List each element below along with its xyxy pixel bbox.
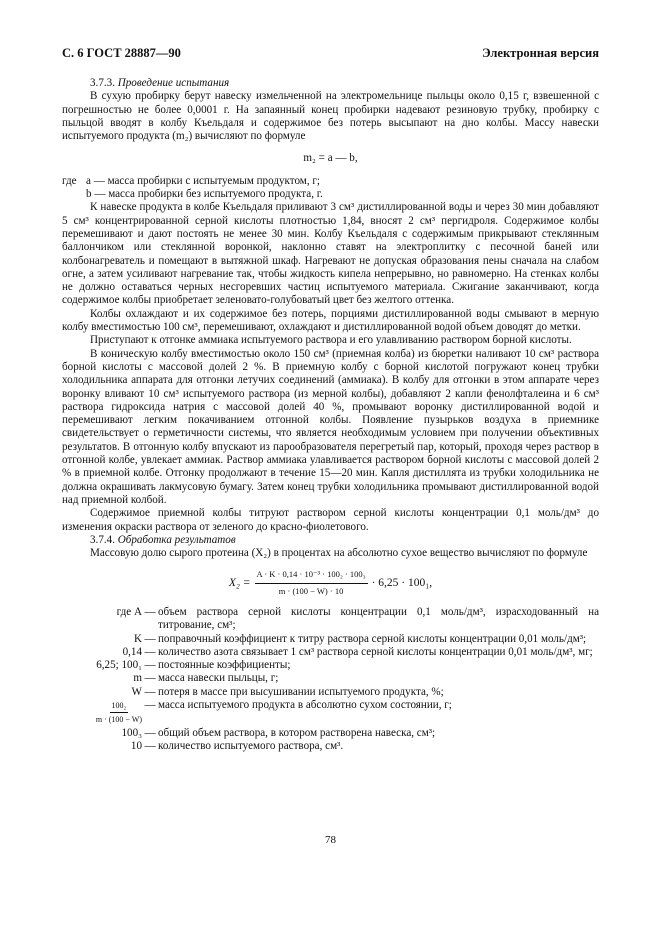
paragraph: К навеске продукта в колбе Къельдаля приливают 3 см³ дистиллированной воды и через 30 мин добавляют 5 см³ концентрированной серной кислоты плотностью 1,84, вносят 2 см³ пергидроля. Содержимое колбы перемешивают и дают постоять не менее 30 мин. Колбу Къельдаля с содержимым прикрывают стеклянным баллончиком или стеклянной воронкой, наклонно ставят на электроплитку с песочной баней или колбонагреватель и помещают в вытяжной шкаф. Нагревают не допуская образования пены сначала на слабом огне, а затем усиливают нагревание так, чтобы жидкость кипела непрерывно, но равномерно. На стенках колбы не должно оставаться черных несгоревших частиц испытуемого материала. Сжигание заканчивают, когда содержимое колбы приобретает зеленовато-голубоватый цвет без желтого оттенка. bbox=[62, 201, 599, 307]
paragraph: Содержимое приемной колбы титруют раствором серной кислоты концентрации 0,1 моль/дм³ до изменения окраски раствора от зеленого до красно-фиолетового. bbox=[62, 507, 599, 533]
def-frac-numerator: 100₂ bbox=[110, 699, 129, 713]
def-text: потеря в массе при высушивании испытуемого продукта, %; bbox=[158, 685, 444, 698]
document-header-left: С. 6 ГОСТ 28887—90 bbox=[62, 46, 181, 60]
paragraph: Массовую долю сырого протеина (X₂) в процентах на абсолютно сухое вещество вычисляют по формуле bbox=[90, 547, 588, 560]
def-text: общий объем раствора, в котором растворена навеска, см³; bbox=[158, 726, 436, 739]
where-a-text: a — масса пробирки с испытуемым продуктом, г; bbox=[86, 174, 320, 187]
def-text: количество испытуемого раствора, см³. bbox=[158, 739, 344, 752]
def-text: масса навески пыльцы, г; bbox=[158, 672, 279, 685]
def-text: объем раствора серной кислоты концентрации 0,1 моль/дм³, израсходованный на титрование, см³; bbox=[158, 605, 599, 632]
paragraph: В сухую пробирку берут навеску измельченной на электромельнице пыльцы около 0,15 г, взвешенной с погрешностью не более 0,0001 г. На запаянный конец пробирки надевают резиновую трубку, пробирку с пыльцой вводят в колбу Къельдаля и содержимое без потерь высыпают на дно колбы. Массу навески испытуемого продукта (m₂) вычисляют по формуле bbox=[62, 90, 599, 143]
variable-definitions: где A — объем раствора серной кислоты концентрации 0,1 моль/дм³, израсходованный на титрование, см³; K — поправочный коэффициент к титру раствора серной кислоты концентрации 0,01 моль/дм³; 0,14 — количество азота связывает 1 см³ раствора серной кислоты концентрации 0,01 моль/дм³, мг; 6,25; 100₁ — постоянные коэффициенты; m — масса навески пыльцы, г; W — потеря в массе при высушивании испытуемого продукта, %; $\frac{\text{100₂}}{m \cdot (100 - W)}$ — масса испытуемого продукта в абсолютно сухом состоянии, г; 100₃ — общий объем раствора, в котором растворена навеска, см³; 10 — количество испытуемого раствора, см³. bbox=[62, 606, 599, 753]
def-key: 100₃ bbox=[121, 726, 142, 739]
formula-numerator: A · K · 0,14 · 10⁻³ · 100₂ · 100₃ bbox=[255, 568, 368, 583]
def-key: 6,25; 100₁ bbox=[96, 659, 142, 672]
section-title: Проведение испытания bbox=[117, 77, 230, 89]
section-number: 3.7.4. bbox=[90, 533, 115, 546]
def-key-fraction bbox=[62, 699, 142, 727]
section-number: 3.7.3. bbox=[90, 77, 115, 89]
section-title: Обработка результатов bbox=[117, 533, 236, 546]
def-text: поправочный коэффициент к титру раствора серной кислоты концентрации 0,01 моль/дм³; bbox=[158, 632, 587, 645]
document-body bbox=[62, 77, 599, 753]
def-key: 10 bbox=[130, 739, 142, 752]
section-heading-3-7-4 bbox=[62, 534, 599, 547]
def-key: где A bbox=[116, 605, 142, 618]
def-text: количество азота связывает 1 см³ раствора серной кислоты концентрации 0,01 моль/дм³, мг; bbox=[158, 645, 593, 658]
where-a-line bbox=[62, 175, 599, 188]
section-heading-3-7-3 bbox=[62, 77, 599, 90]
def-key: W bbox=[131, 685, 142, 698]
formula-denominator: m · (100 − W) · 10 bbox=[278, 585, 344, 596]
paragraph: В коническую колбу вместимостью около 150 см³ (приемная колба) из бюретки наливают 10 см³ раствора борной кислоты с массовой долей 2 %. В приемную колбу с борной кислотой погружают конец трубки холодильника аппарата для отгонки летучих соединений (аммиака). В колбу для отгонки в этом аппарате через воронку вливают 10 см³ испытуемого раствора (из мерной колбы), добавляют 2 капли фенолфталеина и 6 см³ раствора гидроксида натрия с массовой долей 40 %, промывают воронку дистиллированной водой и перемешивают легким покачиванием отгонной колбы. Появление пузырьков воздуха в приемнике свидетельствует о герметичности системы, что является необходимым условием при получении объективных результатов. В отгонную колбу впускают из парообразователя перегретый пар, который, проходя через раствор в отгонной колбе, увлекает аммиак. Раствор аммиака улавливается раствором борной кислоты с массовой долей 2 % в приемной колбе. Отгонку продолжают в течение 15—20 мин. Капля дистиллята из трубки холодильника не должна окрашивать лакмусовую бумагу. Затем конец трубки холодильника промывают дистиллированной водой над приемной колбой. bbox=[62, 347, 599, 506]
formula-tail: · 6,25 · 100₁, bbox=[371, 576, 433, 589]
def-key: K bbox=[133, 632, 142, 645]
def-frac-denominator: m · (100 − W) bbox=[95, 715, 142, 725]
where-b-line bbox=[62, 188, 599, 201]
formula-lhs: X₂ = bbox=[228, 576, 251, 589]
formula-x2 bbox=[62, 568, 599, 598]
formula-m2: m₂ = a — b, bbox=[303, 152, 358, 165]
def-text: масса испытуемого продукта в абсолютно сухом состоянии, г; bbox=[158, 699, 452, 712]
def-key: 0,14 bbox=[122, 645, 142, 658]
formula-fraction bbox=[255, 568, 368, 598]
def-key: m bbox=[133, 672, 142, 685]
def-text: постоянные коэффициенты; bbox=[158, 659, 291, 672]
page-number: 78 bbox=[325, 834, 336, 846]
where-b-text: b — масса пробирки без испытуемого продукта, г. bbox=[86, 188, 323, 201]
document-header-right: Электронная версия bbox=[482, 46, 599, 60]
paragraph: Колбы охлаждают и их содержимое без потерь, порциями дистиллированной воды смывают в мерную колбу вместимостью 100 см³, перемешивают, охлаждают и дистиллированной водой объем доводят до метки. bbox=[62, 307, 599, 334]
paragraph: Приступают к отгонке аммиака испытуемого раствора и его улавливанию раствором борной кислоты. bbox=[90, 334, 572, 347]
where-label: где bbox=[62, 174, 77, 187]
